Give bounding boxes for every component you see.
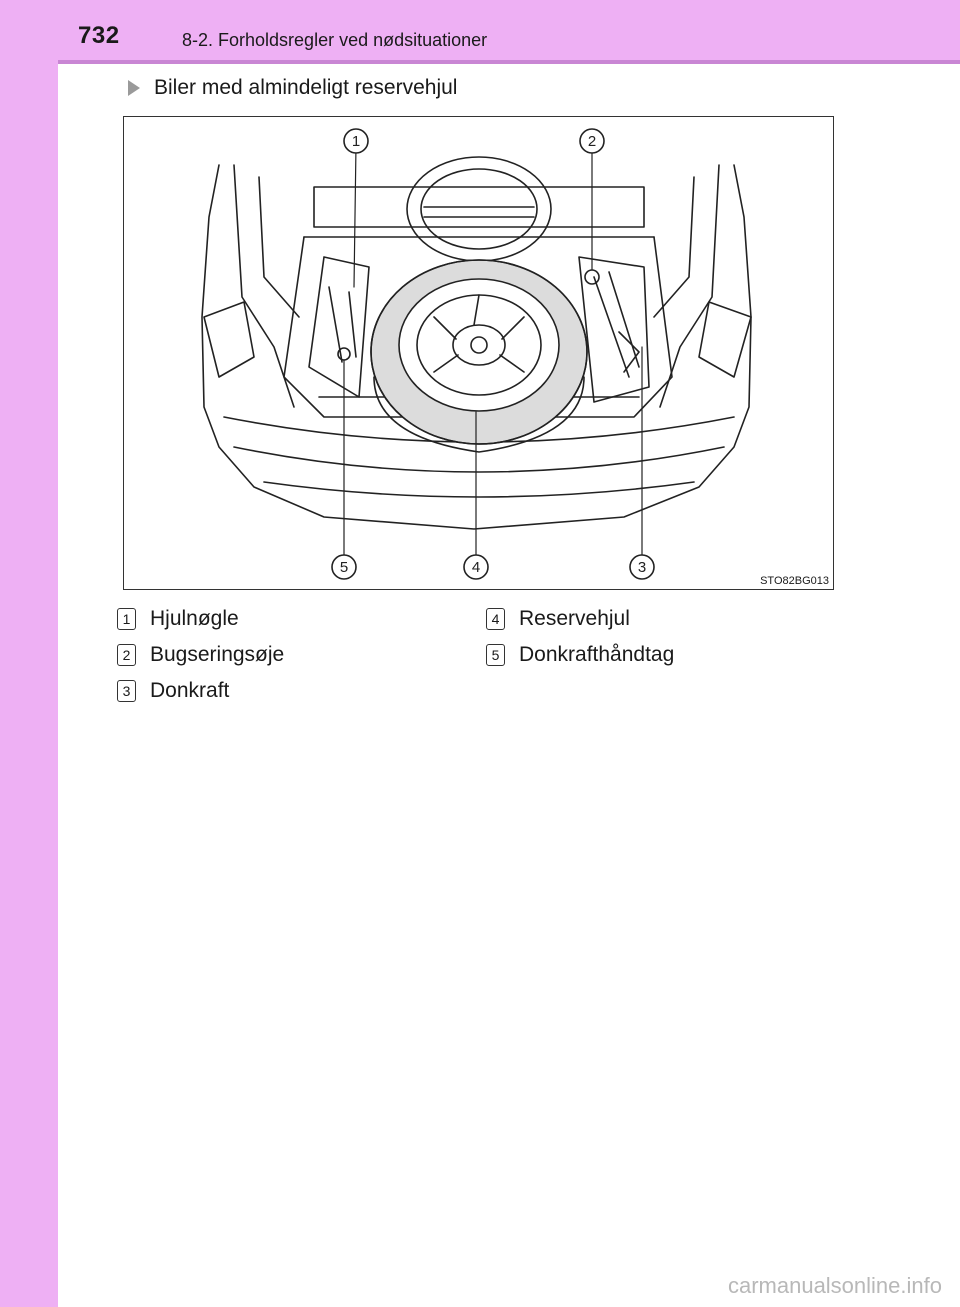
legend-item-3 <box>117 679 229 703</box>
callout-2: 2 <box>587 133 597 150</box>
legend-number-badge: 2 <box>117 644 136 666</box>
callout-4: 4 <box>471 559 481 576</box>
legend-number-badge: 1 <box>117 608 136 630</box>
page-number: 732 <box>78 22 120 49</box>
section-title: 8-2. Forholdsregler ved nødsituationer <box>182 30 488 50</box>
legend-label: Bugseringsøje <box>150 643 285 666</box>
legend-number-badge: 5 <box>486 644 505 666</box>
section-heading <box>128 76 457 100</box>
footer-watermark: carmanualsonline.info <box>727 1273 942 1298</box>
legend-label: Donkrafthåndtag <box>519 643 675 666</box>
legend-number-badge: 4 <box>486 608 505 630</box>
side-color-band <box>0 0 58 1307</box>
trunk-drawing <box>124 117 832 588</box>
legend-item-5 <box>486 643 674 667</box>
figure-code: STO82BG013 <box>760 575 829 587</box>
header-rule <box>58 60 960 64</box>
callout-3: 3 <box>637 559 647 576</box>
legend-label: Hjulnøgle <box>150 607 239 630</box>
spare-tire-illustration <box>123 116 834 590</box>
callout-1: 1 <box>351 133 361 150</box>
heading-text: Biler med almindeligt reservehjul <box>154 76 458 99</box>
legend-item-4 <box>486 607 630 631</box>
legend-label: Reservehjul <box>519 607 630 630</box>
callout-5: 5 <box>339 559 349 576</box>
legend-item-2 <box>117 643 284 667</box>
legend-number-badge: 3 <box>117 680 136 702</box>
legend-item-1 <box>117 607 239 631</box>
legend-label: Donkraft <box>150 679 230 702</box>
triangle-bullet-icon <box>128 80 140 96</box>
